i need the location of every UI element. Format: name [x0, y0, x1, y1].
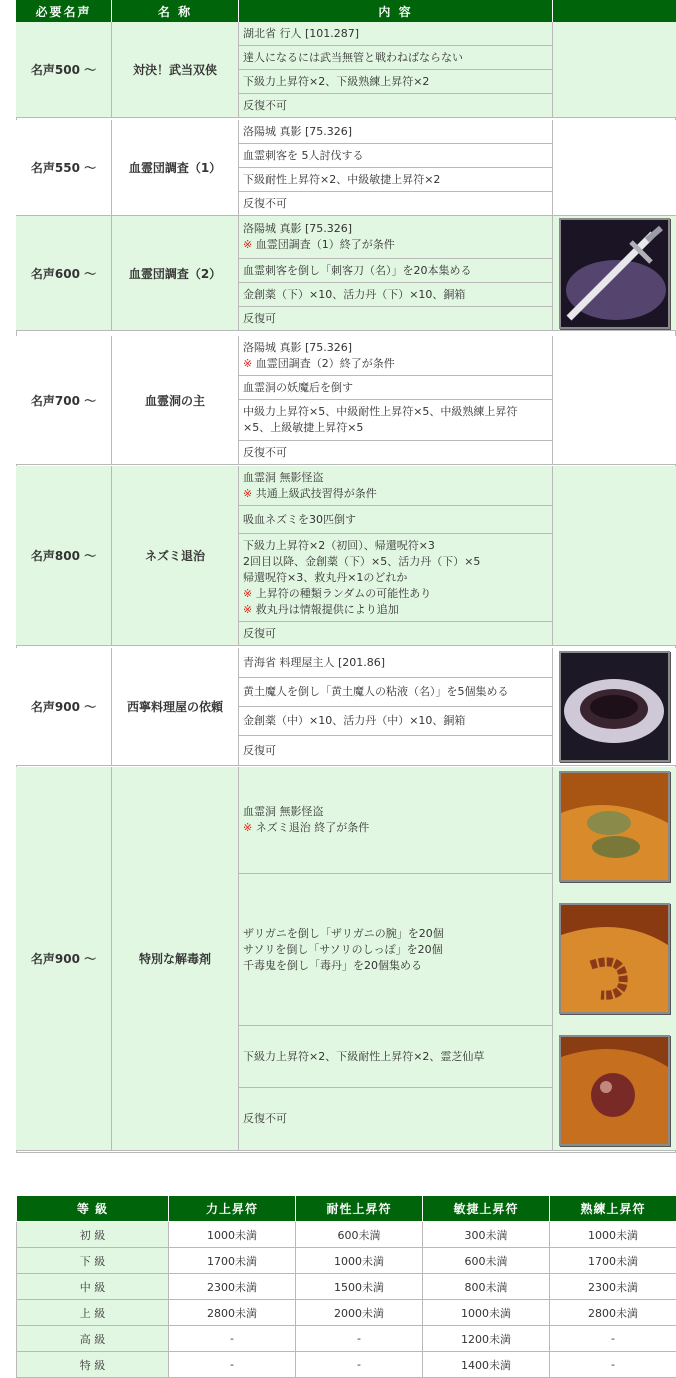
grade-level: 中 級	[17, 1274, 169, 1300]
grade-value: 1000未満	[169, 1222, 296, 1248]
quest-image-cell	[553, 120, 676, 216]
note-mark: ※	[243, 357, 252, 370]
grade-value: 2800未満	[169, 1300, 296, 1326]
quest-detail-cell	[239, 874, 553, 1026]
quest-detail-text: 吸血ネズミを30匹倒す	[243, 512, 548, 528]
quest-detail-cell	[239, 622, 553, 646]
grade-row	[17, 1326, 676, 1352]
grade-column-header: 熟練上昇符	[550, 1196, 676, 1222]
quest-image-cell	[553, 648, 676, 766]
quest-detail-cell	[239, 678, 553, 707]
grade-value: 2800未満	[550, 1300, 676, 1326]
grade-value: -	[550, 1352, 676, 1378]
quest-detail-text: ※ 共通上級武技習得が条件	[243, 486, 548, 502]
quest-rep-requirement: 名声600 ～	[16, 216, 112, 331]
quest-detail-cell	[239, 22, 553, 46]
quest-image-cell	[553, 216, 676, 331]
grade-value: 600未満	[423, 1248, 550, 1274]
quest-rep-requirement: 名声900 ～	[16, 648, 112, 766]
quest-detail-cell	[239, 1088, 553, 1151]
quest-name: 西寧料理屋の依頼	[112, 648, 239, 766]
quest-detail-text: 達人になるには武当無管と戦わねばならない	[243, 50, 548, 66]
quest-detail-cell	[239, 441, 553, 465]
quest-detail-text: 反復可	[243, 743, 548, 759]
quest-detail-cell	[239, 336, 553, 376]
quest-detail-text: 金創薬（下）×10、活力丹（下）×10、銅箱	[243, 287, 548, 303]
grade-value: 600未満	[296, 1222, 423, 1248]
quest-detail-cell	[239, 46, 553, 70]
quest-name: 血霊団調査（2）	[112, 216, 239, 331]
note-mark: ※	[243, 821, 252, 834]
dish-image	[559, 651, 670, 762]
quest-detail-cell	[239, 736, 553, 766]
grade-value: 1000未満	[296, 1248, 423, 1274]
grade-value: 1700未満	[169, 1248, 296, 1274]
grade-value: -	[550, 1326, 676, 1352]
quest-name: ネズミ退治	[112, 466, 239, 646]
quest-name: 血霊洞の主	[112, 336, 239, 465]
quest-detail-cell	[239, 506, 553, 534]
quest-detail-text: ※ 血霊団調査（1）終了が条件	[243, 237, 548, 253]
quest-detail-text: 下級力上昇符×2、下級熟練上昇符×2	[243, 74, 548, 90]
quest-detail-text: 洛陽城 真影 [75.326]	[243, 124, 548, 140]
quest-detail-text: 反復可	[243, 311, 548, 327]
quest-detail-cell	[239, 466, 553, 506]
quest-detail-cell	[239, 648, 553, 678]
grade-level: 下 級	[17, 1248, 169, 1274]
header-rep: 必要名声	[16, 0, 112, 22]
quest-detail-text: ※ 救丸丹は情報提供により追加	[243, 602, 548, 618]
header-content: 内 容	[239, 0, 553, 22]
quest-detail-text: 帰還呪符×3、救丸丹×1のどれか	[243, 570, 548, 586]
quest-image-cell	[553, 336, 676, 465]
quest-detail-text: 下級力上昇符×2、下級耐性上昇符×2、霊芝仙草	[243, 1049, 548, 1065]
quest-rep-requirement: 名声500 ～	[16, 22, 112, 118]
quest-rep-requirement: 名声900 ～	[16, 767, 112, 1151]
quest-rep-requirement: 名声700 ～	[16, 336, 112, 465]
grade-value: 1400未満	[423, 1352, 550, 1378]
grade-level: 特 級	[17, 1352, 169, 1378]
grade-value: -	[169, 1326, 296, 1352]
sword-image	[559, 218, 670, 329]
quest-detail-cell	[239, 70, 553, 94]
grade-level: 初 級	[17, 1222, 169, 1248]
header-image	[553, 0, 676, 22]
tail-image	[559, 903, 670, 1014]
grade-value: -	[296, 1352, 423, 1378]
quest-detail-cell	[239, 283, 553, 307]
grade-header: 等 級	[17, 1196, 169, 1222]
quest-rep-requirement: 名声800 ～	[16, 466, 112, 646]
quest-detail-text: 洛陽城 真影 [75.326]	[243, 340, 548, 356]
grade-level: 高 級	[17, 1326, 169, 1352]
note-mark: ※	[243, 238, 252, 251]
quest-image-cell	[553, 767, 676, 1151]
note-mark: ※	[243, 603, 252, 616]
quest-detail-cell	[239, 534, 553, 622]
quest-detail-text: 反復可	[243, 626, 548, 642]
quest-detail-text: 黄土魔人を倒し「黄土魔人の粘液（名）」を5個集める	[243, 684, 548, 700]
quest-name: 特別な解毒剤	[112, 767, 239, 1151]
quest-detail-cell	[239, 259, 553, 283]
quest-detail-cell	[239, 376, 553, 400]
quest-detail-cell	[239, 307, 553, 331]
quest-rep-requirement: 名声550 ～	[16, 120, 112, 216]
note-mark: ※	[243, 487, 252, 500]
quest-detail-cell	[239, 767, 553, 874]
quest-image-cell	[553, 22, 676, 118]
note-mark: ※	[243, 587, 252, 600]
quest-name: 対決！武当双侠	[112, 22, 239, 118]
grade-value: 1700未満	[550, 1248, 676, 1274]
grade-column-header: 敏捷上昇符	[423, 1196, 550, 1222]
grade-column-header: 耐性上昇符	[296, 1196, 423, 1222]
stones-image	[559, 771, 670, 882]
grade-value: 1000未満	[550, 1222, 676, 1248]
grade-header-row	[17, 1196, 676, 1222]
quest-detail-text: 反復不可	[243, 445, 548, 461]
quest-detail-cell	[239, 120, 553, 144]
quest-detail-text: ※ 上昇符の種類ランダムの可能性あり	[243, 586, 548, 602]
quest-name: 血霊団調査（1）	[112, 120, 239, 216]
quest-detail-cell	[239, 707, 553, 736]
grade-row	[17, 1352, 676, 1378]
quest-detail-text: ザリガニを倒し「ザリガニの腕」を20個	[243, 926, 548, 942]
quest-image-cell	[553, 466, 676, 646]
quest-detail-text: ×5、上級敏捷上昇符×5	[243, 420, 548, 436]
quest-detail-text: 青海省 料理屋主人 [201.86]	[243, 655, 548, 671]
quest-detail-text: 反復不可	[243, 196, 548, 212]
grade-value: 2000未満	[296, 1300, 423, 1326]
quest-detail-text: 血霊刺客を 5人討伐する	[243, 148, 548, 164]
quest-detail-text: 血霊洞の妖魔后を倒す	[243, 380, 548, 396]
quest-detail-text: 洛陽城 真影 [75.326]	[243, 221, 548, 237]
quest-detail-text: 血霊洞 無影怪盗	[243, 804, 548, 820]
orb-image	[559, 1035, 670, 1146]
quest-detail-text: 金創薬（中）×10、活力丹（中）×10、銅箱	[243, 713, 548, 729]
grade-value: 2300未満	[169, 1274, 296, 1300]
quest-detail-text: 中級力上昇符×5、中級耐性上昇符×5、中級熟練上昇符	[243, 404, 548, 420]
grade-row	[17, 1248, 676, 1274]
grade-row	[17, 1222, 676, 1248]
grade-row	[17, 1274, 676, 1300]
quest-detail-text: 血霊洞 無影怪盗	[243, 470, 548, 486]
quest-detail-text: 下級力上昇符×2（初回）、帰還呪符×3	[243, 538, 548, 554]
quest-detail-text: 反復不可	[243, 98, 548, 114]
grade-value: 2300未満	[550, 1274, 676, 1300]
quest-detail-text: 湖北省 行人 [101.287]	[243, 26, 548, 42]
grade-table	[16, 1195, 676, 1378]
quest-detail-cell	[239, 400, 553, 441]
quest-detail-text: サソリを倒し「サソリのしっぽ」を20個	[243, 942, 548, 958]
grade-value: -	[296, 1326, 423, 1352]
header-name: 名 称	[112, 0, 239, 22]
grade-level: 上 級	[17, 1300, 169, 1326]
quest-detail-cell	[239, 94, 553, 118]
quest-detail-cell	[239, 216, 553, 259]
grade-value: 1500未満	[296, 1274, 423, 1300]
grade-value: 1000未満	[423, 1300, 550, 1326]
quest-detail-text: 反復不可	[243, 1111, 548, 1127]
grade-value: -	[169, 1352, 296, 1378]
grade-row	[17, 1300, 676, 1326]
quest-detail-text: 下級耐性上昇符×2、中級敏捷上昇符×2	[243, 172, 548, 188]
quest-detail-cell	[239, 1026, 553, 1088]
quest-detail-text: 千毒鬼を倒し「毒丹」を20個集める	[243, 958, 548, 974]
quest-detail-text: ※ 血霊団調査（2）終了が条件	[243, 356, 548, 372]
grade-value: 300未満	[423, 1222, 550, 1248]
quest-detail-cell	[239, 144, 553, 168]
grade-value: 1200未満	[423, 1326, 550, 1352]
grade-column-header: 力上昇符	[169, 1196, 296, 1222]
quest-detail-cell	[239, 168, 553, 192]
quest-detail-text: 血霊刺客を倒し「刺客刀（名）」を20本集める	[243, 263, 548, 279]
quest-detail-text: ※ ネズミ退治 終了が条件	[243, 820, 548, 836]
quest-detail-cell	[239, 192, 553, 216]
quest-detail-text: 2回目以降、金創薬（下）×5、活力丹（下）×5	[243, 554, 548, 570]
grade-value: 800未満	[423, 1274, 550, 1300]
